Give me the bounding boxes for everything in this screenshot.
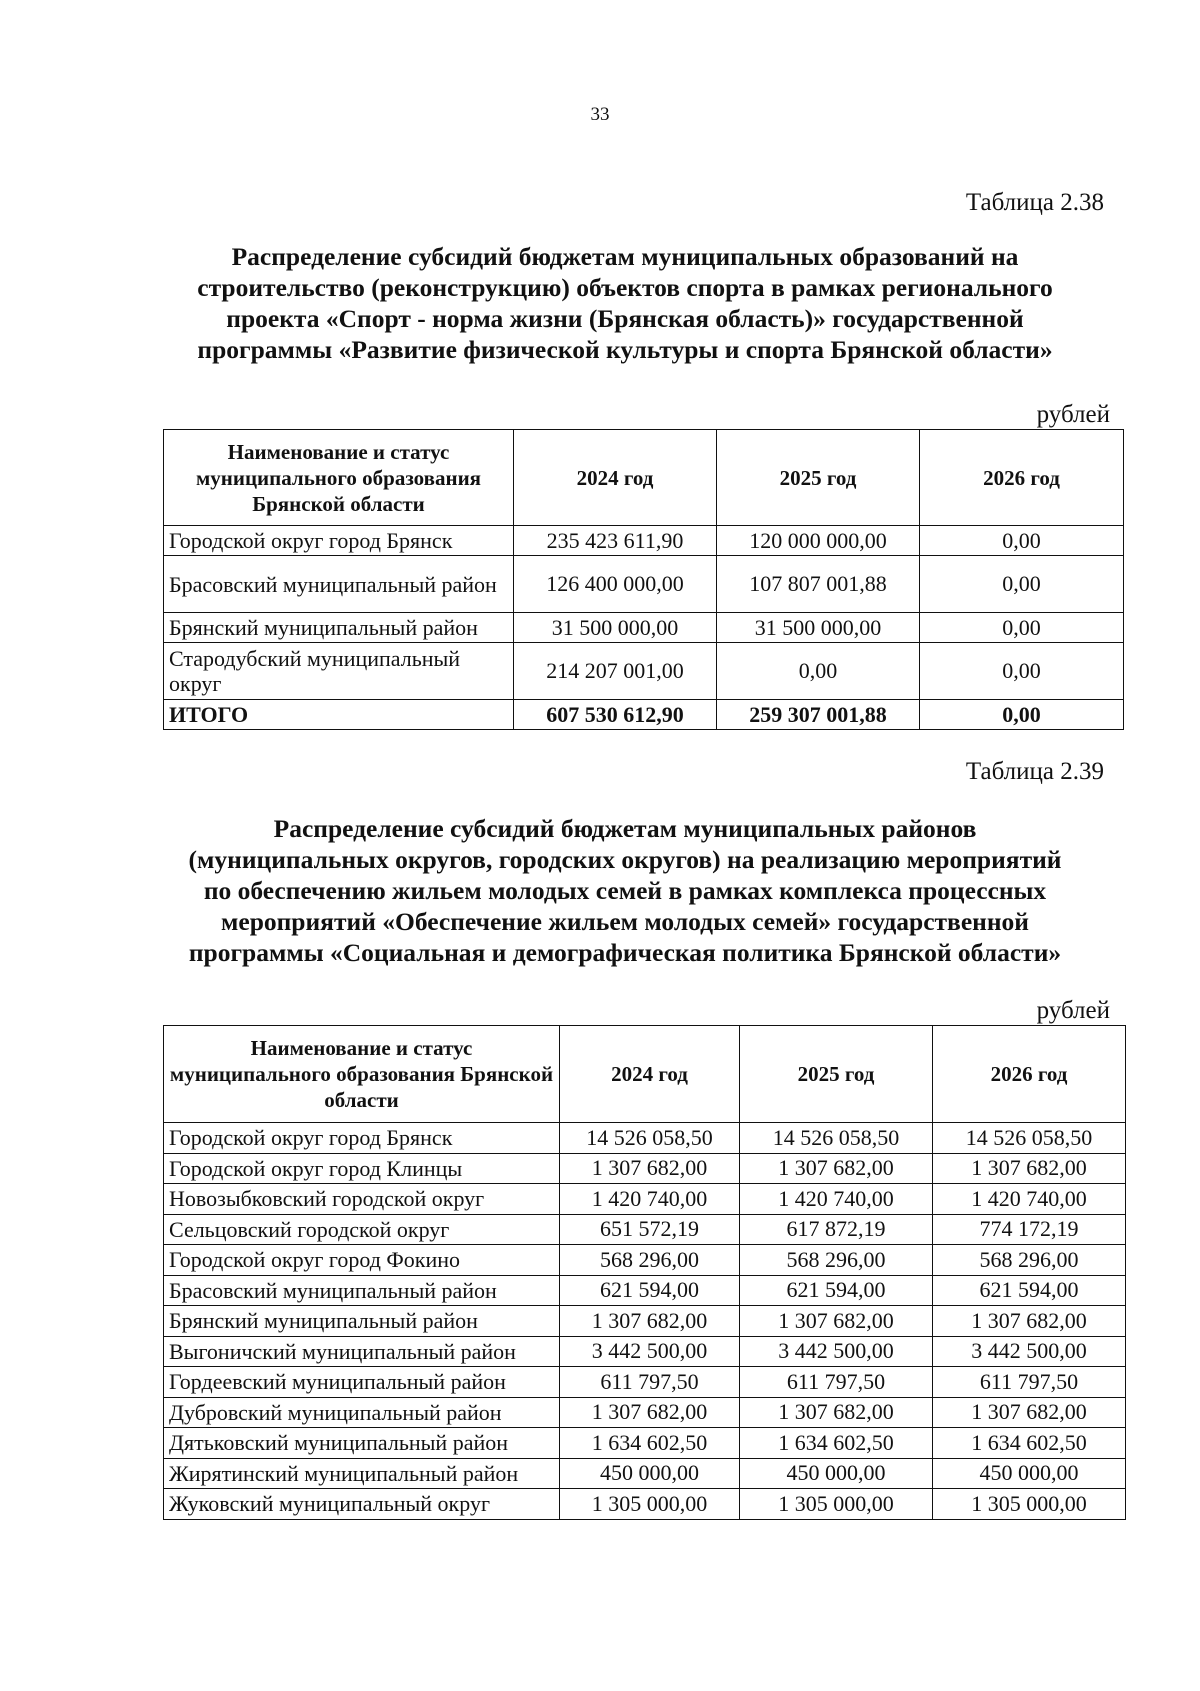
table-heading-2-39 (150, 813, 1100, 968)
value-2025: 1 305 000,00 (740, 1489, 933, 1520)
value-2024: 1 634 602,50 (560, 1428, 740, 1459)
heading-line: Распределение субсидий бюджетам муниципальных образований на (231, 242, 1019, 271)
value-2026: 0,00 (920, 526, 1124, 556)
heading-line: по обеспечению жильем молодых семей в рамках комплекса процессных (203, 876, 1047, 905)
value-2025: 568 296,00 (740, 1245, 933, 1276)
total-label: ИТОГО (164, 700, 514, 730)
value-2024: 621 594,00 (560, 1275, 740, 1306)
value-2026: 1 634 602,50 (933, 1428, 1126, 1459)
table-row (164, 1153, 1126, 1184)
value-2025: 1 634 602,50 (740, 1428, 933, 1459)
table-header-row (164, 1026, 1126, 1123)
column-header-2025: 2025 год (740, 1026, 933, 1123)
table-row (164, 556, 1124, 613)
value-2024: 14 526 058,50 (560, 1123, 740, 1154)
value-2024: 3 442 500,00 (560, 1336, 740, 1367)
row-name: Жирятинский муниципальный район (164, 1458, 560, 1489)
total-2026: 0,00 (920, 700, 1124, 730)
row-name: Дятьковский муниципальный район (164, 1428, 560, 1459)
value-2026: 3 442 500,00 (933, 1336, 1126, 1367)
value-2025: 1 307 682,00 (740, 1306, 933, 1337)
table-row (164, 1184, 1126, 1215)
value-2025: 450 000,00 (740, 1458, 933, 1489)
row-name: Городской округ город Брянск (164, 526, 514, 556)
row-name: Городской округ город Фокино (164, 1245, 560, 1276)
heading-line: проекта «Спорт - норма жизни (Брянская область)» государственной (226, 304, 1024, 333)
column-header-2025: 2025 год (717, 430, 920, 526)
total-2024: 607 530 612,90 (514, 700, 717, 730)
value-2026: 14 526 058,50 (933, 1123, 1126, 1154)
table-row (164, 1123, 1126, 1154)
value-2025: 1 307 682,00 (740, 1153, 933, 1184)
column-header-name: Наименование и статус муниципального образования Брянской области (164, 430, 514, 526)
value-2024: 651 572,19 (560, 1214, 740, 1245)
value-2024: 214 207 001,00 (514, 643, 717, 700)
value-2025: 1 307 682,00 (740, 1397, 933, 1428)
units-label: рублей (1036, 401, 1110, 428)
table-total-row (164, 700, 1124, 730)
value-2025: 14 526 058,50 (740, 1123, 933, 1154)
value-2026: 1 420 740,00 (933, 1184, 1126, 1215)
table-row (164, 643, 1124, 700)
value-2024: 568 296,00 (560, 1245, 740, 1276)
table-row (164, 1367, 1126, 1398)
row-name: Сельцовский городской округ (164, 1214, 560, 1245)
column-header-name: Наименование и статус муниципального образования Брянской области (164, 1026, 560, 1123)
value-2024: 31 500 000,00 (514, 613, 717, 643)
subsidy-table-2-38 (163, 429, 1124, 730)
table-row (164, 613, 1124, 643)
table-row (164, 1428, 1126, 1459)
value-2024: 1 305 000,00 (560, 1489, 740, 1520)
value-2025: 621 594,00 (740, 1275, 933, 1306)
table-caption-2-39: Таблица 2.39 (965, 758, 1104, 785)
value-2024: 1 307 682,00 (560, 1306, 740, 1337)
value-2025: 120 000 000,00 (717, 526, 920, 556)
heading-line: программы «Развитие физической культуры и спорта Брянской области» (197, 335, 1053, 364)
column-header-2024: 2024 год (560, 1026, 740, 1123)
value-2025: 0,00 (717, 643, 920, 700)
table-header-row (164, 430, 1124, 526)
value-2025: 611 797,50 (740, 1367, 933, 1398)
row-name: Брасовский муниципальный район (164, 1275, 560, 1306)
value-2026: 1 307 682,00 (933, 1153, 1126, 1184)
row-name: Выгоничский муниципальный район (164, 1336, 560, 1367)
value-2026: 0,00 (920, 613, 1124, 643)
value-2025: 1 420 740,00 (740, 1184, 933, 1215)
table-row (164, 1275, 1126, 1306)
value-2026: 0,00 (920, 643, 1124, 700)
value-2024: 450 000,00 (560, 1458, 740, 1489)
table-row (164, 1458, 1126, 1489)
value-2026: 774 172,19 (933, 1214, 1126, 1245)
value-2026: 450 000,00 (933, 1458, 1126, 1489)
row-name: Гордеевский муниципальный район (164, 1367, 560, 1398)
value-2026: 1 307 682,00 (933, 1306, 1126, 1337)
column-header-2026: 2026 год (920, 430, 1124, 526)
table-row (164, 1397, 1126, 1428)
row-name: Стародубский муниципальный округ (164, 643, 514, 700)
units-label: рублей (1036, 997, 1110, 1024)
page-number: 33 (590, 104, 610, 125)
table-heading-2-38 (150, 241, 1100, 365)
table-caption-2-38: Таблица 2.38 (965, 189, 1104, 216)
subsidy-table-2-39 (163, 1025, 1126, 1520)
heading-line: мероприятий «Обеспечение жильем молодых семей» государственной (221, 907, 1029, 936)
value-2025: 107 807 001,88 (717, 556, 920, 613)
table-row (164, 526, 1124, 556)
column-header-2026: 2026 год (933, 1026, 1126, 1123)
table-row (164, 1214, 1126, 1245)
heading-line: Распределение субсидий бюджетам муниципальных районов (273, 814, 977, 843)
row-name: Брянский муниципальный район (164, 1306, 560, 1337)
value-2026: 1 305 000,00 (933, 1489, 1126, 1520)
value-2026: 621 594,00 (933, 1275, 1126, 1306)
value-2024: 611 797,50 (560, 1367, 740, 1398)
heading-line: программы «Социальная и демографическая политика Брянской области» (188, 938, 1062, 967)
row-name: Брянский муниципальный район (164, 613, 514, 643)
row-name: Брасовский муниципальный район (164, 556, 514, 613)
value-2025: 617 872,19 (740, 1214, 933, 1245)
value-2024: 1 307 682,00 (560, 1397, 740, 1428)
row-name: Новозыбковский городской округ (164, 1184, 560, 1215)
heading-line: (муниципальных округов, городских округов) на реализацию мероприятий (188, 845, 1062, 874)
value-2026: 611 797,50 (933, 1367, 1126, 1398)
value-2026: 568 296,00 (933, 1245, 1126, 1276)
row-name: Жуковский муниципальный округ (164, 1489, 560, 1520)
table-row (164, 1336, 1126, 1367)
value-2025: 3 442 500,00 (740, 1336, 933, 1367)
value-2024: 1 420 740,00 (560, 1184, 740, 1215)
value-2026: 0,00 (920, 556, 1124, 613)
value-2024: 1 307 682,00 (560, 1153, 740, 1184)
value-2026: 1 307 682,00 (933, 1397, 1126, 1428)
value-2025: 31 500 000,00 (717, 613, 920, 643)
value-2024: 126 400 000,00 (514, 556, 717, 613)
heading-line: строительство (реконструкцию) объектов спорта в рамках регионального (197, 273, 1053, 302)
row-name: Городской округ город Клинцы (164, 1153, 560, 1184)
table-row (164, 1489, 1126, 1520)
table-row (164, 1306, 1126, 1337)
column-header-2024: 2024 год (514, 430, 717, 526)
row-name: Городской округ город Брянск (164, 1123, 560, 1154)
value-2024: 235 423 611,90 (514, 526, 717, 556)
row-name: Дубровский муниципальный район (164, 1397, 560, 1428)
total-2025: 259 307 001,88 (717, 700, 920, 730)
table-row (164, 1245, 1126, 1276)
